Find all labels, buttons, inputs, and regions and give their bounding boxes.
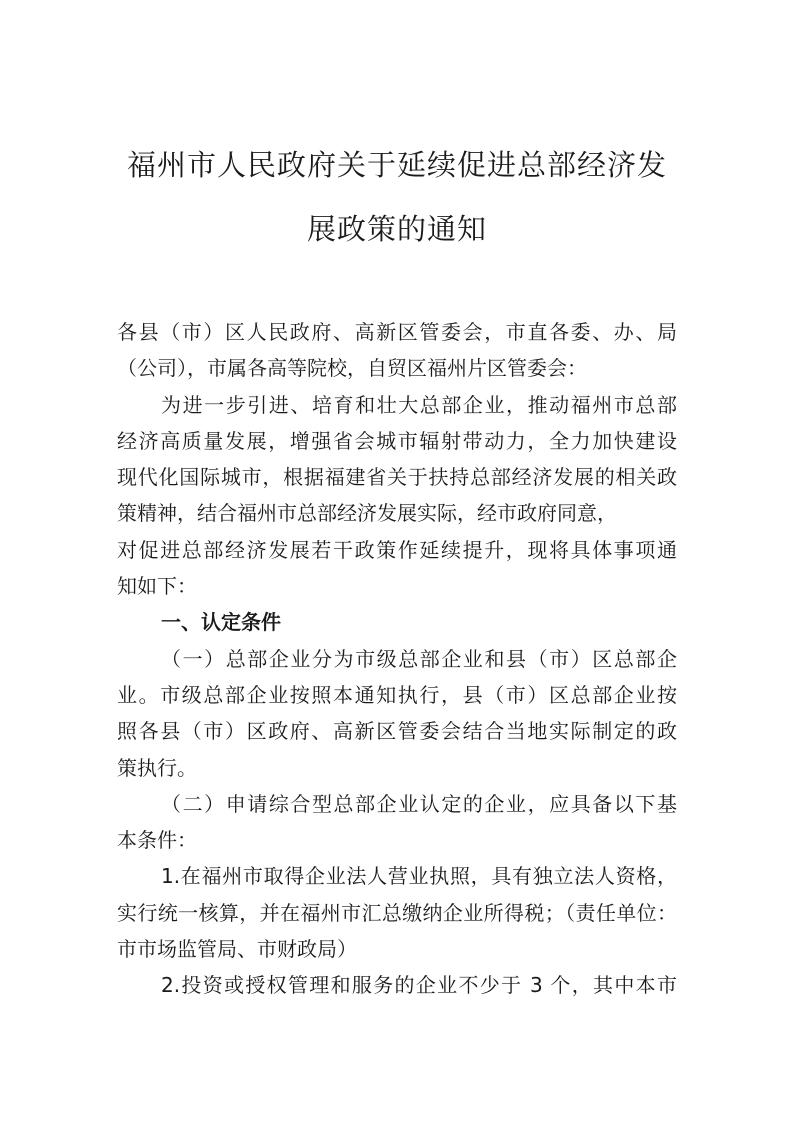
paragraph-line: 现代化国际城市，根据福建省关于扶持总部经济发展的相关政 bbox=[117, 465, 677, 490]
paragraph-line: 策执行。 bbox=[117, 755, 197, 780]
section-heading: 一、认定条件 bbox=[161, 610, 281, 635]
paragraph-line: 本条件： bbox=[117, 828, 197, 853]
paragraph-line: 照各县（市）区政府、高新区管委会结合当地实际制定的政 bbox=[117, 719, 677, 744]
list-item-line: 实行统一核算，并在福州市汇总缴纳企业所得税；（责任单位： bbox=[117, 900, 677, 925]
paragraph-line: （二）申请综合型总部企业认定的企业，应具备以下基 bbox=[161, 791, 677, 816]
list-item-line: 市市场监管局、市财政局） bbox=[117, 937, 357, 962]
paragraph-line: 经济高质量发展，增强省会城市辐射带动力，全力加快建设 bbox=[117, 428, 677, 453]
paragraph-line: 对促进总部经济发展若干政策作延续提升，现将具体事项通 bbox=[117, 537, 677, 562]
addressee-line: 各县（市）区人民政府、高新区管委会，市直各委、办、局 bbox=[117, 320, 677, 344]
document-title-line-2: 展政策的通知 bbox=[306, 212, 487, 246]
document-body bbox=[117, 314, 677, 1004]
paragraph-line: （一）总部企业分为市级总部企业和县（市）区总部企 bbox=[161, 646, 677, 671]
addressee-line: （公司），市属各高等院校，自贸区福州片区管委会： bbox=[117, 356, 587, 381]
list-item-line: 1.在福州市取得企业法人营业执照，具有独立法人资格， bbox=[161, 864, 677, 889]
document-title-line-1: 福州市人民政府关于延续促进总部经济发 bbox=[126, 148, 667, 182]
paragraph-line: 知如下： bbox=[117, 574, 197, 599]
paragraph-line: 策精神，结合福州市总部经济发展实际，经市政府同意， bbox=[117, 501, 617, 526]
paragraph-line: 为进一步引进、培育和壮大总部企业，推动福州市总部 bbox=[161, 392, 677, 417]
list-item-line: 2.投资或授权管理和服务的企业不少于 3 个，其中本市 bbox=[161, 973, 677, 998]
paragraph-line: 业。市级总部企业按照本通知执行，县（市）区总部企业按 bbox=[117, 682, 677, 707]
